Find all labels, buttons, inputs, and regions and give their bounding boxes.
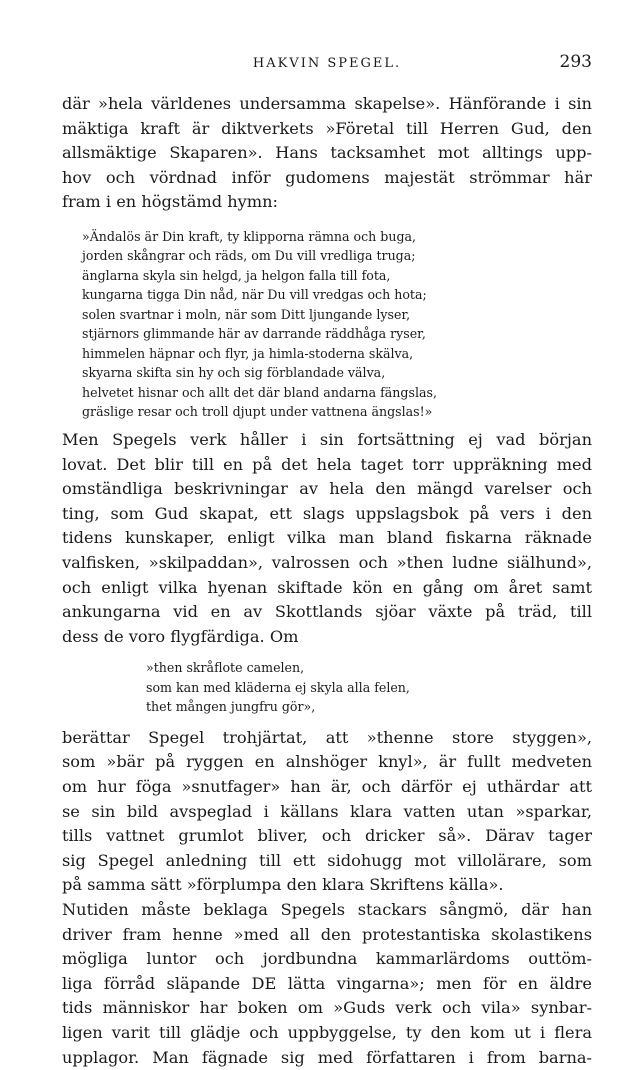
verse-line: kungarna tigga Din nåd, när Du vill vredgas och hota; <box>82 287 427 303</box>
text-line: fram i en högstämd hymn: <box>62 192 279 212</box>
page-number: 293 <box>559 52 592 72</box>
text-line: hov och vördnad inför gudomens majestät strömmar här <box>62 167 592 187</box>
text-line: ligen varit till glädje och uppbyggelse, ty den kom ut i flera <box>62 1022 592 1042</box>
text-line: och enligt vilka hyenan skiftade kön en gång om året samt <box>62 577 592 597</box>
paragraph-4 <box>62 898 592 1070</box>
verse-line: »Ändalös är Din kraft, ty klipporna rämna och buga, <box>82 228 417 244</box>
verse-line: himmelen häpnar och flyr, ja himla-stoderna skälva, <box>82 345 414 361</box>
text-line: sig Spegel anledning till ett sidohugg mot villolärare, som <box>62 850 592 870</box>
verse-line: jorden skångrar och räds, om Du vill vredliga truga; <box>82 248 416 264</box>
page-header <box>62 50 592 80</box>
verse-line: helvetet hisnar och allt det där bland andarna fängslas, <box>82 384 437 400</box>
verse-line: som kan med kläderna ej skyla alla felen, <box>146 679 410 695</box>
paragraph-3 <box>62 726 592 898</box>
text-line: dess de voro flygfärdiga. Om <box>62 626 299 646</box>
text-line: tills vattnet grumlot bliver, och dricker så». Därav tager <box>62 826 592 846</box>
text-line: där »hela världenes undersamma skapelse». Hänförande i sin <box>62 94 592 113</box>
text-line: berättar Spegel trohjärtat, att »thenne store styggen», <box>62 727 592 747</box>
text-line: ting, som Gud skapat, ett slags uppslagsbok på vers i den <box>62 503 592 523</box>
running-head: HAKVIN SPEGEL. <box>252 56 402 71</box>
text-line: se sin bild avspeglad i källans klara vatten utan »sparkar, <box>62 801 592 821</box>
text-line: mögliga luntor och jordbundna kammarlärdoms outtöm- <box>62 949 592 969</box>
text-line: driver fram henne »med all den protestantiska skolastikens <box>62 924 592 944</box>
book-page <box>62 50 592 1070</box>
verse-line: thet mången jungfru gör», <box>146 699 316 715</box>
text-line: omständliga beskrivningar av hela den mängd varelser och <box>62 479 592 499</box>
verse-line: stjärnors glimmande här av darrande räddhåga ryser, <box>82 326 426 342</box>
paragraph-2 <box>62 428 592 649</box>
paragraph-1 <box>62 92 592 215</box>
text-line: Nutiden måste beklaga Spegels stackars sångmö, där han <box>62 899 592 919</box>
text-line: upplagor. Man fägnade sig med författaren i from barna- <box>62 1047 592 1067</box>
text-line: lovat. Det blir till en på det hela taget torr uppräkning med <box>62 454 592 474</box>
text-line: på samma sätt »förplumpa den klara Skriftens källa». <box>62 875 504 895</box>
verse-line: gräslige resar och troll djupt under vattnena ängslas!» <box>82 404 433 420</box>
text-line: som »bär på ryggen en alnshöger knyl», är fullt medveten <box>62 752 592 772</box>
text-line: Men Spegels verk håller i sin fortsättning ej vad början <box>62 429 592 449</box>
text-line: tids människor har boken om »Guds verk och vila» synbar- <box>62 998 592 1018</box>
verse-line: änglarna skyla sin helgd, ja helgon falla till fota, <box>82 267 391 283</box>
text-line: ankungarna vid en av Skottlands sjöar växte på träd, till <box>62 602 592 622</box>
verse-line: »then skråflote camelen, <box>146 660 305 676</box>
text-line: tidens kunskaper, enligt vilka man bland fiskarna räknade <box>62 528 592 548</box>
text-line: allsmäktige Skaparen». Hans tacksamhet mot alltings upp- <box>62 143 592 163</box>
poem-quote-2 <box>146 658 588 717</box>
text-line: valfisken, »skilpaddan», valrossen och »then ludne siälhund», <box>62 552 592 572</box>
poem-quote-1 <box>82 227 588 422</box>
text-line: om hur föga »snutfager» han är, och därför ej uthärdar att <box>62 777 592 796</box>
verse-line: solen svartnar i moln, när som Ditt ljungande lyser, <box>82 306 411 322</box>
text-line: liga förråd släpande DE lätta vingarna»; men för en äldre <box>62 973 592 993</box>
text-line: mäktiga kraft är diktverkets »Företal till Herren Gud, den <box>62 118 592 138</box>
verse-line: skyarna skifta sin hy och sig förblandade välva, <box>82 365 386 381</box>
